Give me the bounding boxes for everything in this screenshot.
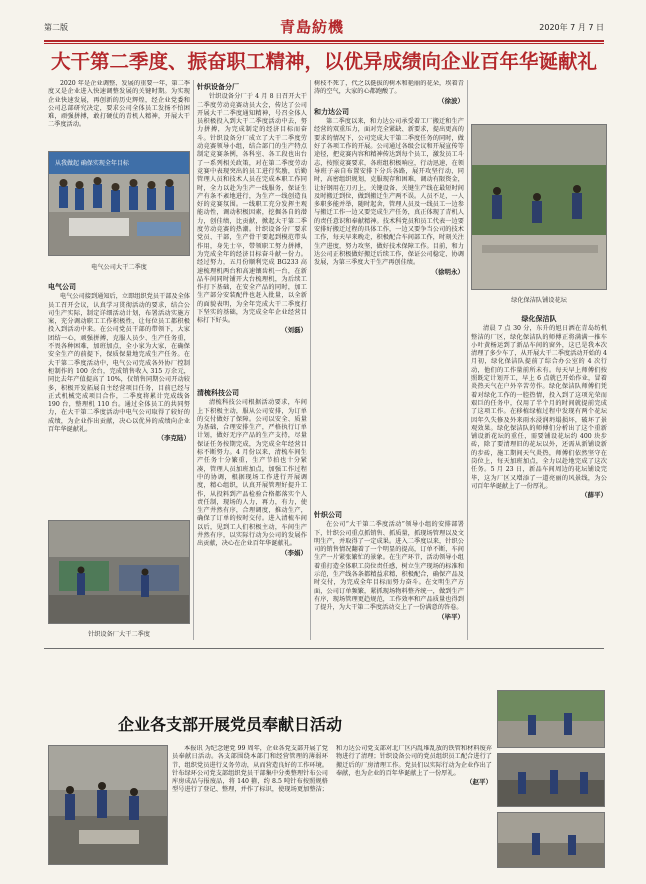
section-divider [44, 648, 604, 649]
article-zhenzhi [197, 80, 307, 380]
article-qinggang [197, 386, 307, 644]
photo-caption-knitting: 针织设备厂大干二季度 [88, 631, 150, 638]
author-signature: （赵平） [466, 778, 492, 787]
author-signature: （毕平） [438, 612, 464, 621]
masthead-rule [44, 40, 604, 42]
newspaper-logo: 青島紡機 [280, 18, 345, 36]
section-text: 针织设备分厂于 4 月 8 日召开大干二季度劳动竞赛动员大会，传达了公司开展大干二季度通知精神，号召全体人员积极投入到大干二季度活动中去，努力拼搏，为完成制定的经济目标而奋斗。针织设备分厂成立了大干二季度劳动竞赛领导小组，结合部门的生产特点制定竞赛条例，各科室、各工段也出台了一系列相关政策，对在第二季度劳动竞赛中表现突出的员工进行奖励，后勤管理人员和技术人员在完成本职工作同时，全力以赴为生产一线服务，保证生产有条不紊地进行，为生产一线创造良好的竞赛氛围。一线职工充分发挥主观能动性，调动积极因素，挖掘各自的潜力，创佳绩，比贡献，掀起大干第二季度劳动竞赛的热潮。针织设备分厂要求党员、干部，生产骨干要起到模范带头作用，身先士卒，带领职工努力拼搏，为完成全年的经济目标奋斗献一份力。经过努力，五月份顺利完成 BG233 高速梳理机两台和高速镶齿机一台，在新品车间同时铺开大台梳理机，为后续工作打下基础，在安全产品的同时，加工生产部分安装配件也赶入批量，以全新的面貌表明，为全年完成大干二季度打下坚实的基础，为完成全年企业经营目标打下好头。 [197, 93, 307, 325]
photo-party-day-2 [497, 753, 605, 807]
author-signature: （薛平） [581, 491, 607, 500]
article-zhenshi [314, 508, 464, 644]
author-signature: （徐明永） [431, 267, 464, 276]
author-signature: （李克陆） [157, 434, 190, 443]
section-title: 针织设备分厂 [197, 83, 239, 91]
main-headline: 大干第二季度、振奋职工精神，以优异成绩向企业百年华诞献礼 [50, 50, 597, 73]
section-title: 电气公司 [48, 283, 76, 291]
masthead [44, 16, 604, 40]
photo-greening-team [471, 124, 607, 290]
section-text: 第二季度以来，和力达公司承受着工厂搬迁和生产经营的双重压力，面对完全紧缺、新要求，提出更高的要求的情况下，公司完成大干第二季度任务的同时，做好了各项工作的开展。公司通过各级会议和开展宣传等途径，把竞赛内容和精神传达到每个员工，激发员工斗志，按照竞赛要求，各班组积极响应，行动迅速，在领导班子亲自布置安排下分兵各路，展开攻坚行动，同时，高密组织规划，克服现存和困难，调动有限资金，让好钢用在刀刃上，关键设备、关键生产线在最短时间及时搬迁到位，做到搬迁生产两不误。人员不足，一人多职多能并举，随时起舍，管理人员及一线员工一边参与搬迁工作一边又要完成生产任务，真正体现了青机人的责任意识和奉献精神。技术科党员和员工代表一边要安排好搬迁过程的具体工作，一边又要争当公司的技术工作，每天早来晚走，积极配合车间部工作，时刻关注生产进度，努力攻坚，做好技术保障工作。目前，和力达公司正积极做好搬迁后续工作，保证公司稳定、协调发展，为第三季度大干生产再创佳绩。 [314, 118, 464, 267]
column-divider [310, 80, 311, 640]
section-text: 清晨 7 点 30 分，东升的旭日洒在青岛纺机整洁的厂区，绿化保洁队的师傅正将满满一推车小叶黄杨运到了新品车间的窗外，这已是我本次清理了多少车了，从开展大干二季度活动开始的 4 月初，绿化保洁队提前了综合办公室的 4 次行动，他们的工作量前所未有。每天早上师傅们按照既定计划开工，早上 6 点就已开始作业，冒着炎热天气在户外辛苦劳作。绿化保洁队师傅们凭着对绿化工作的一腔热情，投入到了这项光荣而艰巨的任务中，仅用了半个月的时间就提前完成了这项工作。在移植绿植过程中发现有两个花坛因年久失修及外来雨水浸润坍塌损坏，破坏了景观效果。绿化保洁队的师傅们分析出了这个重新铺设新花坛的重任，需要铺设花坛约 400 块步砖，除了要清理旧的花坛以外，还需从新铺设新的步砖，施工期间天气炎热，师傅们依然坚守在岗位上，每天加班加点，全力以赴地完成了这次任务。5 月 23 日，新品车间周边的花坛铺设完毕，这为厂区又增添了一道亮丽的风景线，为公司百年华诞献上了一份厚礼。 [471, 325, 607, 490]
section-title: 针织公司 [314, 511, 342, 519]
section-text: 电气公司接到通知后，立即组织党员干部及全体员工召开会议，认真学习贯彻活动的要求，结合公司生产实际，制定详细活动计划，布署活动实施方案，充分调动职工工作积极性，让每位员工都积极投入到活动中来。在公司党员干部的带领下，大家团结一心，顽强拼搏，克服人员少、生产任务重，不畏各种困难，加班加点，全小家为大家，在确保安全生产的前提下，保质保量地完成生产任务。在大干第二季度活动中，电气公司完成各外协厂控制柜制作的 100 余台，完成销售收入 315 万余元，同比去年产值提高了 10%，仅销售同期公司开动较多，积极开发拓展自主经营项目任务，目前已经与正式机械完成项目合作，二季度将累计完成线备 190 台，整理机 110 台。通过全体员工的共同努力，在大干第二季度活动中电气公司取得了较好的成绩，为企业作出贡献，决心以优异的成绩向企业百年华诞献礼。 [48, 293, 190, 434]
intro-article [48, 80, 190, 150]
photo-party-day-3 [497, 812, 605, 868]
photo-electric-company [48, 151, 190, 256]
section-text: 本报讯 为纪念建党 99 周年，企业各党支部开展了党员奉献日活动。各支部围绕本部门和经营管理的薄弱环节，组织党员进行义务劳动，从而营造良好的工作环境。针布绿环公司党支部组织党员干部集中分类整理针布公司库房成品与报废品，将 140 箍，约 8.5 吨针布按照规格型号进行了登记、整理，并作了标识，使现场更加整洁；和力达公司党支部对北厂区内乱堆乱放的铁管和材料废弃物进行了清理；针织设备公司的党员组织员工配合进行了搬迁后的厂房清理工作。党员们以实际行动为企业作出了奉献，也为企业的百年华诞献上了一份厚礼。 [172, 745, 492, 794]
author-signature: （李娟） [281, 548, 307, 557]
section-text: 在公司“大干第二季度活动”领导小组的安排部署下，针织公司重点抓销售、抓质量，抓现场管理以及文明生产，并取得了一定成果。进入二季度以来，针织公司的销售情况翻着了一个明显的提高，订单不断，车间生产一片紧张繁忙的景象。在生产环节，活动领导小组着重打造全体职工岗位责任感，树立生产现场的标准和示范，生产线各条都精益求精，积极配合，确保产品及时交付，为完成全年目标而努力奋斗。在文明生产方面，公司订单频繁，紧抓现场物料整齐统一，做到生产有序，现场管理更趋规范，工作效率和产品质量也得到了提升，为大干第二季度活动交上了一份满意的答卷。 [314, 521, 464, 612]
article-lvhua [471, 312, 607, 642]
masthead-rule-thin [44, 43, 604, 44]
section-text: 清梳科技公司根据活动要求，车间上下积极主动，服从公司安排，为订单的交付做好了保障。公司以安全、质量为基础，合理安排生产，严格执行订单计划，做好无序产品的生产支持，尽量保证任务按期完成，为完成全年经营目标不断努力。4 月份以来，清梳车间生产任务十分繁重，生产节拍也十分紧凑，管理人员加班加点，加强工作过程中的协调，根据现场工作进行开展调度，精心组织，认真开展管理好提升工作，从投料到产品检验合格都落实个人责任制，现场的人力，再力，有力，使生产井然有序，合理调度，推动生产，确保了订单的按时交付。进入清梳车间以后，见到工人们积极主动，车间生产井然有序，以实际行动为公司的发展作出贡献，决心在企业百年华诞献礼。 [197, 399, 307, 548]
photo-caption-electric: 电气公司大干二季度 [91, 264, 147, 271]
column-divider [467, 80, 468, 640]
section-title: 绿化保洁队 [521, 315, 557, 323]
author-signature: （刘磊） [281, 325, 307, 334]
article-hedian [314, 80, 464, 500]
edition-label: 第二版 [44, 23, 68, 32]
section-title: 清梳科技公司 [197, 389, 239, 397]
photo-knitting-factory [48, 520, 190, 624]
photo-party-day-1 [497, 690, 605, 748]
bridge-signature: （徐波） [438, 96, 464, 105]
party-day-headline: 企业各支部开展党员奉献日活动 [118, 715, 343, 734]
bridge-text: 树枝不死了，代之以挺拔的树木和艳丽的花朵，埃着青涛的空气，大家的心都跑酸了。 [314, 80, 464, 96]
column-divider [193, 80, 194, 640]
issue-date: 2020年 7 月 7 日 [539, 23, 604, 32]
article-party-day [172, 745, 492, 873]
section-title: 和力达公司 [314, 107, 349, 116]
banner-text: 从我做起 确保实现全年目标 [55, 160, 129, 167]
photo-caption-greening: 绿化保洁队铺设花坛 [511, 297, 567, 304]
intro-text: 2020 年是企业调整、发展的重要一年，第二季度又是企业进入快速调整发展的关键时期。为实现企业快速发展，再创新的历史辉煌，经企业党委和公司总部研究决定，要求公司全体员工发扬不怕困难，顽强拼搏，敢打硬仗的青机人精神，开展大干二季度活动。 [48, 80, 190, 129]
article-dianqi [48, 280, 190, 516]
photo-party-members-working [48, 745, 168, 865]
